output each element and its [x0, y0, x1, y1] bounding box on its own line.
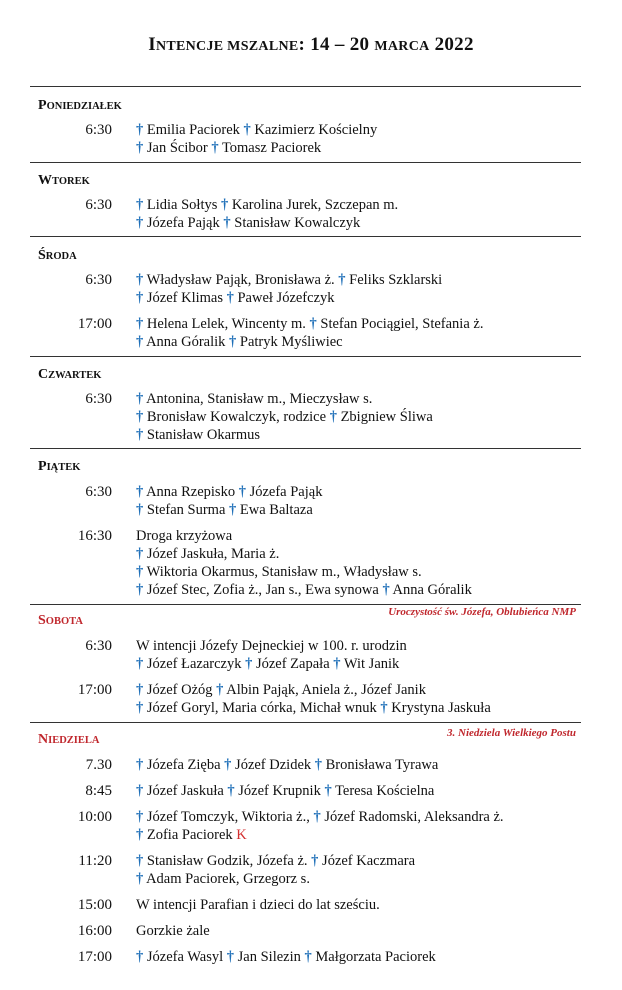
- intention-line: † Józef Goryl, Maria córka, Michał wnuk † Krystyna Jaskuła: [136, 700, 491, 716]
- day-heading-tuesday: WTOREK: [38, 173, 90, 188]
- mass-time: 15:00: [77, 897, 112, 913]
- cross-icon: †: [136, 391, 144, 407]
- cross-icon: †: [136, 809, 144, 825]
- page-title: INTENCJE MSZALNE: 14 – 20 MARCA 2022: [148, 34, 474, 55]
- day-heading-friday: PIĄTEK: [38, 459, 81, 474]
- intention-line: † Helena Lelek, Wincenty m. † Stefan Pociągiel, Stefania ż.: [136, 316, 484, 332]
- cross-icon: †: [136, 949, 144, 965]
- intention-line: W intencji Parafian i dzieci do lat sześciu.: [136, 897, 380, 913]
- cross-icon: †: [136, 484, 144, 500]
- intention-line: † Emilia Paciorek † Kazimierz Kościelny: [136, 122, 378, 138]
- intention-line: † Jan Ścibor † Tomasz Paciorek: [136, 140, 322, 156]
- intention-line: † Stanisław Godzik, Józefa ż. † Józef Kaczmara: [136, 853, 416, 869]
- mass-time: 6:30: [85, 122, 112, 138]
- cross-icon: †: [136, 656, 144, 672]
- k-mark: K: [236, 827, 247, 843]
- cross-icon: †: [136, 853, 144, 869]
- mass-time: 17:00: [77, 316, 112, 332]
- intention-line: † Antonina, Stanisław m., Mieczysław s.: [136, 391, 373, 407]
- mass-time: 17:00: [77, 682, 112, 698]
- intention-line: † Józef Jaskuła † Józef Krupnik † Teresa Kościelna: [136, 783, 435, 799]
- intention-line: † Wiktoria Okarmus, Stanisław m., Władysław s.: [136, 564, 422, 580]
- intention-line: † Józef Tomczyk, Wiktoria ż., † Józef Radomski, Aleksandra ż.: [136, 809, 504, 825]
- cross-icon: †: [221, 197, 229, 213]
- cross-icon: †: [243, 122, 251, 138]
- cross-icon: †: [314, 757, 323, 773]
- divider: [30, 448, 581, 449]
- cross-icon: †: [136, 502, 144, 518]
- mass-time: 16:00: [77, 923, 112, 939]
- cross-icon: †: [227, 783, 235, 799]
- day-heading-wednesday: ŚRODA: [38, 248, 77, 263]
- cross-icon: †: [136, 783, 144, 799]
- cross-icon: †: [136, 427, 144, 443]
- mass-time: 6:30: [85, 197, 112, 213]
- intention-line: † Józef Stec, Zofia ż., Jan s., Ewa synowa † Anna Góralik: [136, 582, 472, 598]
- mass-time: 6:30: [85, 638, 112, 654]
- day-heading-sunday: NIEDZIELA: [38, 732, 100, 747]
- cross-icon: †: [229, 334, 237, 350]
- mass-time: 8:45: [85, 783, 112, 799]
- cross-icon: †: [136, 871, 144, 887]
- cross-icon: †: [136, 290, 144, 306]
- intention-line: † Józefa Zięba † Józef Dzidek † Bronisława Tyrawa: [136, 757, 439, 773]
- day-heading-monday: PONIEDZIAŁEK: [38, 98, 122, 113]
- cross-icon: †: [382, 582, 390, 598]
- mass-time: 11:20: [78, 853, 112, 869]
- cross-icon: †: [136, 272, 144, 288]
- mass-time: 7.30: [85, 757, 112, 773]
- intention-line: † Zofia Paciorek K: [136, 827, 247, 843]
- cross-icon: †: [338, 272, 346, 288]
- cross-icon: †: [136, 409, 144, 425]
- cross-icon: †: [136, 700, 144, 716]
- intention-line: † Stanisław Okarmus: [136, 427, 261, 443]
- cross-icon: †: [226, 290, 234, 306]
- divider: [30, 86, 581, 87]
- intention-line: † Anna Góralik † Patryk Myśliwiec: [136, 334, 343, 350]
- divider: [30, 604, 581, 605]
- cross-icon: †: [136, 140, 144, 156]
- intention-line: † Adam Paciorek, Grzegorz s.: [136, 871, 310, 887]
- mass-time: 16:30: [77, 528, 112, 544]
- divider: [30, 356, 581, 357]
- mass-time: 6:30: [85, 272, 112, 288]
- mass-time: 6:30: [85, 391, 112, 407]
- intention-line: † Józefa Wasyl † Jan Silezin † Małgorzata Paciorek: [136, 949, 436, 965]
- cross-icon: †: [324, 783, 332, 799]
- intention-line: † Bronisław Kowalczyk, rodzice † Zbigniew Śliwa: [136, 409, 433, 425]
- intention-line: Gorzkie żale: [136, 923, 210, 939]
- intention-line: † Stefan Surma † Ewa Baltaza: [136, 502, 313, 518]
- intention-line: W intencji Józefy Dejneckiej w 100. r. urodzin: [136, 638, 407, 654]
- cross-icon: †: [224, 757, 232, 773]
- cross-icon: †: [311, 853, 319, 869]
- cross-icon: †: [136, 682, 144, 698]
- cross-icon: †: [245, 656, 253, 672]
- intention-line: † Józef Jaskuła, Maria ż.: [136, 546, 280, 562]
- intention-line: † Józef Ożóg † Albin Pająk, Aniela ż., Józef Janik: [136, 682, 426, 698]
- divider: [30, 236, 581, 237]
- feast-label: Uroczystość św. Józefa, Oblubieńca NMP: [388, 606, 576, 618]
- cross-icon: †: [226, 949, 235, 965]
- divider: [30, 722, 581, 723]
- cross-icon: †: [136, 122, 144, 138]
- intention-line: † Józef Klimas † Paweł Józefczyk: [136, 290, 335, 306]
- divider: [30, 162, 581, 163]
- intention-line: † Józef Łazarczyk † Józef Zapała † Wit Janik: [136, 656, 400, 672]
- cross-icon: †: [136, 827, 144, 843]
- intention-line: † Anna Rzepisko † Józefa Pająk: [136, 484, 323, 500]
- mass-time: 17:00: [77, 949, 112, 965]
- intention-line: † Józefa Pająk † Stanisław Kowalczyk: [136, 215, 361, 231]
- mass-time: 6:30: [85, 484, 112, 500]
- cross-icon: †: [238, 484, 246, 500]
- cross-icon: †: [211, 140, 219, 156]
- cross-icon: †: [136, 215, 144, 231]
- cross-icon: †: [216, 682, 224, 698]
- feast-label: 3. Niedziela Wielkiego Postu: [447, 727, 576, 739]
- cross-icon: †: [136, 546, 144, 562]
- cross-icon: †: [136, 316, 144, 332]
- cross-icon: †: [329, 409, 337, 425]
- cross-icon: †: [304, 949, 312, 965]
- cross-icon: †: [333, 656, 341, 672]
- cross-icon: †: [229, 502, 237, 518]
- cross-icon: †: [136, 582, 144, 598]
- cross-icon: †: [136, 334, 144, 350]
- cross-icon: †: [136, 757, 144, 773]
- cross-icon: †: [136, 564, 144, 580]
- cross-icon: †: [223, 215, 231, 231]
- cross-icon: †: [136, 197, 144, 213]
- cross-icon: †: [380, 700, 388, 716]
- intention-line: Droga krzyżowa: [136, 528, 233, 544]
- cross-icon: †: [313, 809, 321, 825]
- day-heading-thursday: CZWARTEK: [38, 367, 102, 382]
- intention-line: † Lidia Sołtys † Karolina Jurek, Szczepan m.: [136, 197, 399, 213]
- cross-icon: †: [309, 316, 317, 332]
- mass-time: 10:00: [77, 809, 112, 825]
- intention-line: † Władysław Pająk, Bronisława ż. † Feliks Szklarski: [136, 272, 443, 288]
- day-heading-saturday: SOBOTA: [38, 613, 83, 628]
